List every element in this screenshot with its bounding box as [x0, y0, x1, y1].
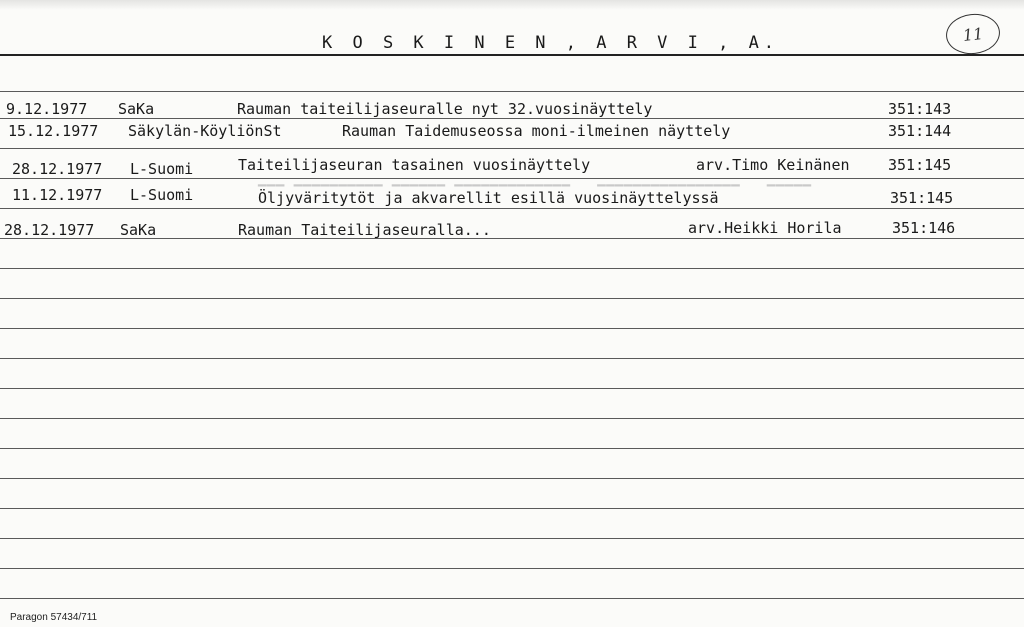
- ruled-line: [0, 298, 1024, 299]
- card-footer-imprint: Paragon 57434/711: [10, 612, 98, 623]
- ruled-line: [0, 448, 1024, 449]
- card-heading: K O S K I N E N , A R V I , A.: [322, 33, 780, 53]
- ruled-line: [0, 148, 1024, 149]
- entry-source: L-Suomi: [130, 186, 194, 204]
- entry-code: 351:143: [888, 100, 952, 118]
- entry-code: 351:146: [892, 219, 956, 237]
- card-entry: [0, 99, 1024, 121]
- entry-date: 28.12.1977: [4, 221, 95, 239]
- ruled-line: [0, 358, 1024, 359]
- ruled-line: [0, 508, 1024, 509]
- entry-code: 351:144: [888, 122, 952, 140]
- ruled-line: [0, 568, 1024, 569]
- ruled-line: [0, 208, 1024, 209]
- entry-author: arv.Timo Keinänen: [696, 156, 850, 174]
- ruled-line: [0, 91, 1024, 92]
- ruled-line: [0, 388, 1024, 389]
- entry-source: SaKa: [118, 100, 155, 118]
- entry-title: Rauman taiteilijaseuralle nyt 32.vuosinäyttely: [237, 100, 653, 118]
- show-through-ghost: ▁▁▁ ▁▁▁▁▁▁▁▁▁▁ ▁▁▁▁▁▁ ▁▁▁▁▁▁▁▁▁▁▁▁▁ ▁▁▁▁▁▁▁▁▁▁▁▁▁▁▁▁ ▁▁▁▁▁: [258, 171, 812, 187]
- ruled-line: [0, 478, 1024, 479]
- entry-date: 28.12.1977: [12, 160, 103, 178]
- entry-date: 9.12.1977: [6, 100, 88, 118]
- entry-code: 351:145: [890, 189, 954, 207]
- entry-title: Taiteilijaseuran tasainen vuosinäyttely: [238, 156, 591, 174]
- entry-date: 15.12.1977: [8, 122, 99, 140]
- ruled-line: [0, 598, 1024, 599]
- ruled-line: [0, 538, 1024, 539]
- card-entry: [0, 155, 1024, 177]
- card-edge-shadow: [0, 0, 1024, 10]
- entry-source: Säkylän-KöyliönSt: [128, 122, 282, 140]
- entry-title: Rauman Taidemuseossa moni-ilmeinen näyttely: [342, 122, 731, 140]
- card-entry: [0, 218, 1024, 240]
- entry-code: 351:145: [888, 156, 952, 174]
- entry-title: Öljyväritytöt ja akvarellit esillä vuosinäyttelyssä: [258, 189, 719, 207]
- ruled-line: [0, 418, 1024, 419]
- ruled-line: [0, 268, 1024, 269]
- entry-title: Rauman Taiteilijaseuralla...: [238, 221, 491, 239]
- card-number: 11: [961, 23, 985, 45]
- entry-source: L-Suomi: [130, 160, 194, 178]
- card-number-circle: [944, 11, 1002, 56]
- entry-date: 11.12.1977: [12, 186, 103, 204]
- ruled-line: [0, 328, 1024, 329]
- header-rule: [0, 54, 1024, 56]
- card-entry: [0, 121, 1024, 143]
- entry-source: SaKa: [120, 221, 157, 239]
- card-entry: [0, 185, 1024, 207]
- entry-author: arv.Heikki Horila: [688, 219, 842, 237]
